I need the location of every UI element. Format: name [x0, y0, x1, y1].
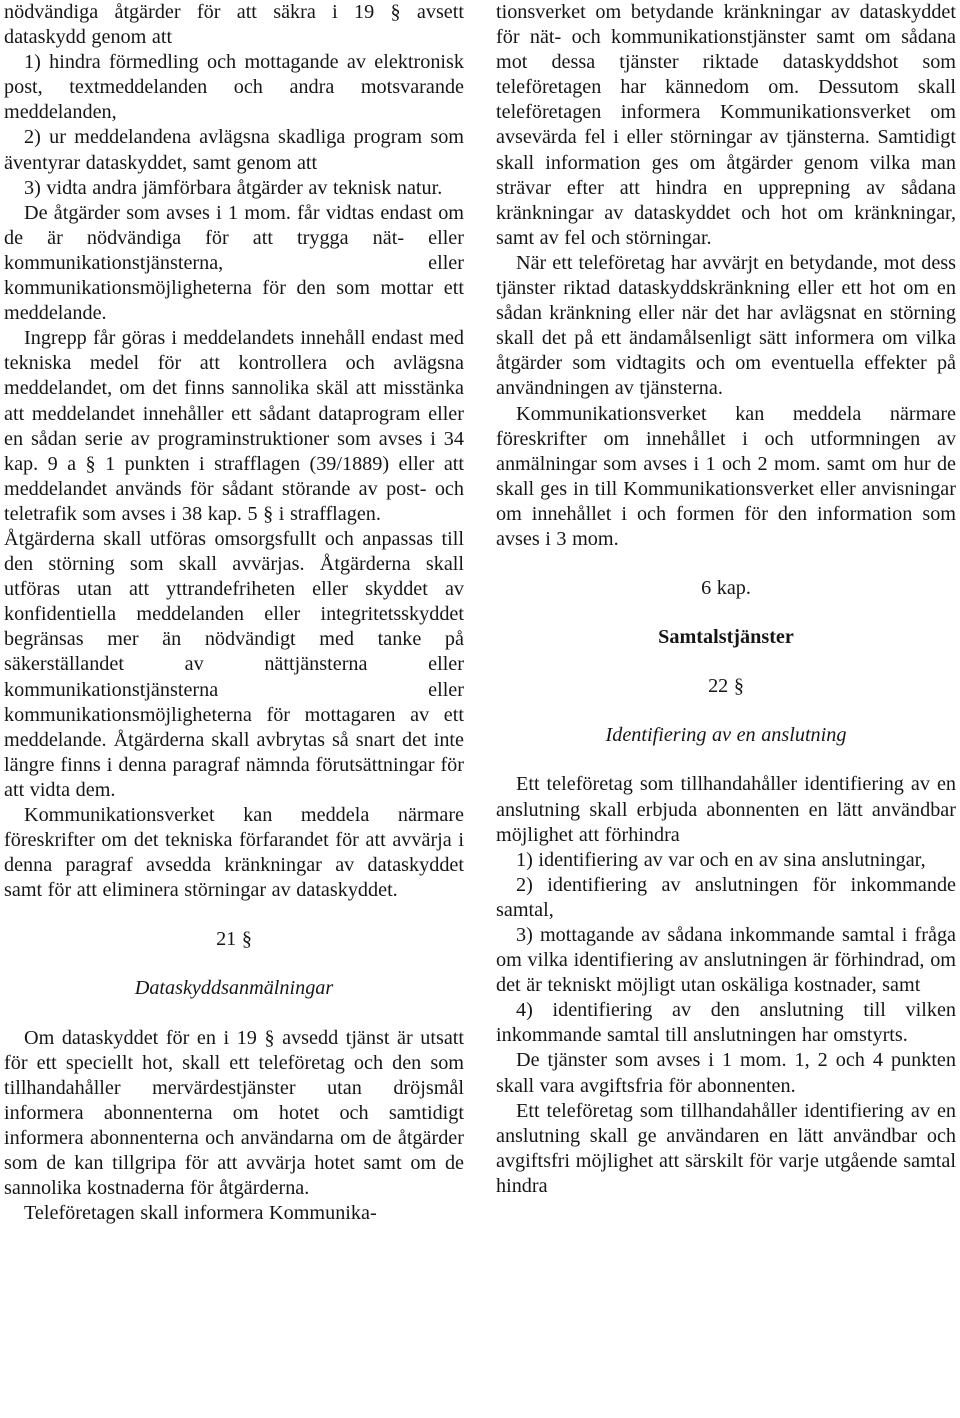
right-column	[496, 0, 956, 1199]
list-item: 4) identifiering av den anslutning till vilken inkommande samtal till anslutningen har omstyrts.	[496, 999, 956, 1047]
section-number: 21 §	[216, 928, 252, 951]
paragraph: Ett teleföretag som tillhandahåller identifiering av en anslutning skall erbjuda abonnenten en lätt användbar möjlighet att förhindra	[496, 773, 956, 846]
paragraph: De åtgärder som avses i 1 mom. får vidtas endast om de är nödvändiga för att trygga nät- eller kommunikationstjänsterna, eller kommunikationsmöjligheterna för den som mottar ett meddelande.	[4, 201, 464, 325]
section-title: Dataskyddsanmälningar	[134, 977, 334, 1000]
paragraph: Teleföretagen skall informera Kommunika-	[24, 1202, 377, 1225]
paragraph: Ett teleföretag som tillhandahåller identifiering av en anslutning skall ge användaren en lätt användbar och avgiftsfri möjlighet att särskilt för varje utgående samtal hindra	[496, 1099, 956, 1197]
section-title: Identifiering av en anslutning	[605, 724, 847, 747]
paragraph: När ett teleföretag har avvärjt en betydande, mot dess tjänster riktad dataskyddskränkning eller ett hot om en sådan kränkning eller när det har avlägsnat en störning skall det på ett ändamålsenligt sätt informera om vilka åtgärder som vidtagits och om eventuella effekter på användningen av tjänsterna.	[496, 251, 956, 400]
section-number: 22 §	[708, 675, 744, 698]
list-item: 3) mottagande av sådana inkommande samtal i fråga om vilka identifiering av anslutningen är förhindrad, om det är tekniskt möjligt utan oskäliga kostnader, samt	[496, 924, 956, 997]
list-item: 1) identifiering av var och en av sina anslutningar,	[516, 848, 926, 871]
paragraph: tionsverket om betydande kränkningar av dataskyddet för nät- och kommunikationstjänster samt om sådana mot dessa tjänster riktade dataskyddshot som teleföretagen har kännedom om. Dessutom skall teleföretagen informera Kommunikationsverket om avsevärda fel i eller störningar av tjänsterna. Samtidigt skall information ges om åtgärder genom vilka man strävar efter att hindra en upprepning av sådana kränkningar av dataskyddet och hot om kränkningar, samt av fel och störningar.	[496, 1, 956, 249]
paragraph: nödvändiga åtgärder för att säkra i 19 § avsett dataskydd genom att	[4, 1, 464, 49]
list-item: 1) hindra förmedling och mottagande av elektronisk post, textmeddelanden och andra motsvarande meddelanden,	[4, 51, 464, 124]
chapter-title: Samtalstjänster	[658, 626, 794, 649]
paragraph: Om dataskyddet för en i 19 § avsedd tjänst är utsatt för ett speciellt hot, skall ett teleföretag och den som tillhandahåller mervärdestjänster utan dröjsmål informera abonnenterna om hotet och samtidigt informera abonnenterna och användarna om de åtgärder som de kan tillgripa för att avvärja hotet samt om de sannolika kostnaderna för åtgärderna.	[4, 1026, 464, 1200]
list-item: 2) ur meddelandena avlägsna skadliga program som äventyrar dataskyddet, samt genom att	[4, 126, 464, 174]
paragraph: Kommunikationsverket kan meddela närmare föreskrifter om det tekniska förfarandet för att avvärja i denna paragraf avsedda kränkningar av dataskyddet samt för att eliminera störningar av dataskyddet.	[4, 804, 464, 902]
paragraph: De tjänster som avses i 1 mom. 1, 2 och 4 punkten skall vara avgiftsfria för abonnenten.	[496, 1049, 956, 1097]
paragraph: Kommunikationsverket kan meddela närmare föreskrifter om innehållet i och utformningen av anmälningar som avses i 1 och 2 mom. samt om hur de skall ges in till Kommunikationsverket eller anvisningar om innehållet i och formen för den information som avses i 3 mom.	[496, 402, 956, 550]
paragraph: Ingrepp får göras i meddelandets innehåll endast med tekniska medel för att kontrollera och avlägsna meddelandet, om det finns sannolika skäl att misstänka att meddelandet innehåller ett sådant dataprogram eller en sådan serie av programinstruktioner som avses i 34 kap. 9 a § 1 punkten i strafflagen (39/1889) eller att meddelandet används för sådant störande av post- och teletrafik som avses i 38 kap. 5 § i strafflagen.	[4, 327, 464, 525]
chapter-number: 6 kap.	[701, 577, 751, 600]
list-item: 2) identifiering av anslutningen för inkommande samtal,	[496, 873, 956, 921]
paragraph: Åtgärderna skall utföras omsorgsfullt och anpassas till den störning som skall avvärjas. Åtgärderna skall utföras utan att yttrandefriheten eller skyddet av konfidentiella meddelanden eller integritetsskyddet begränsas mer än nödvändigt med tanke på säkerställandet av nättjänsterna eller kommunikationstjänsterna eller kommunikationsmöjligheterna för mottagaren av ett meddelande. Åtgärderna skall avbrytas så snart det inte längre finns i denna paragraf nämnda förutsättningar för att vidta dem.	[4, 527, 464, 801]
list-item: 3) vidta andra jämförbara åtgärder av teknisk natur.	[24, 176, 443, 199]
left-column	[4, 0, 464, 1226]
